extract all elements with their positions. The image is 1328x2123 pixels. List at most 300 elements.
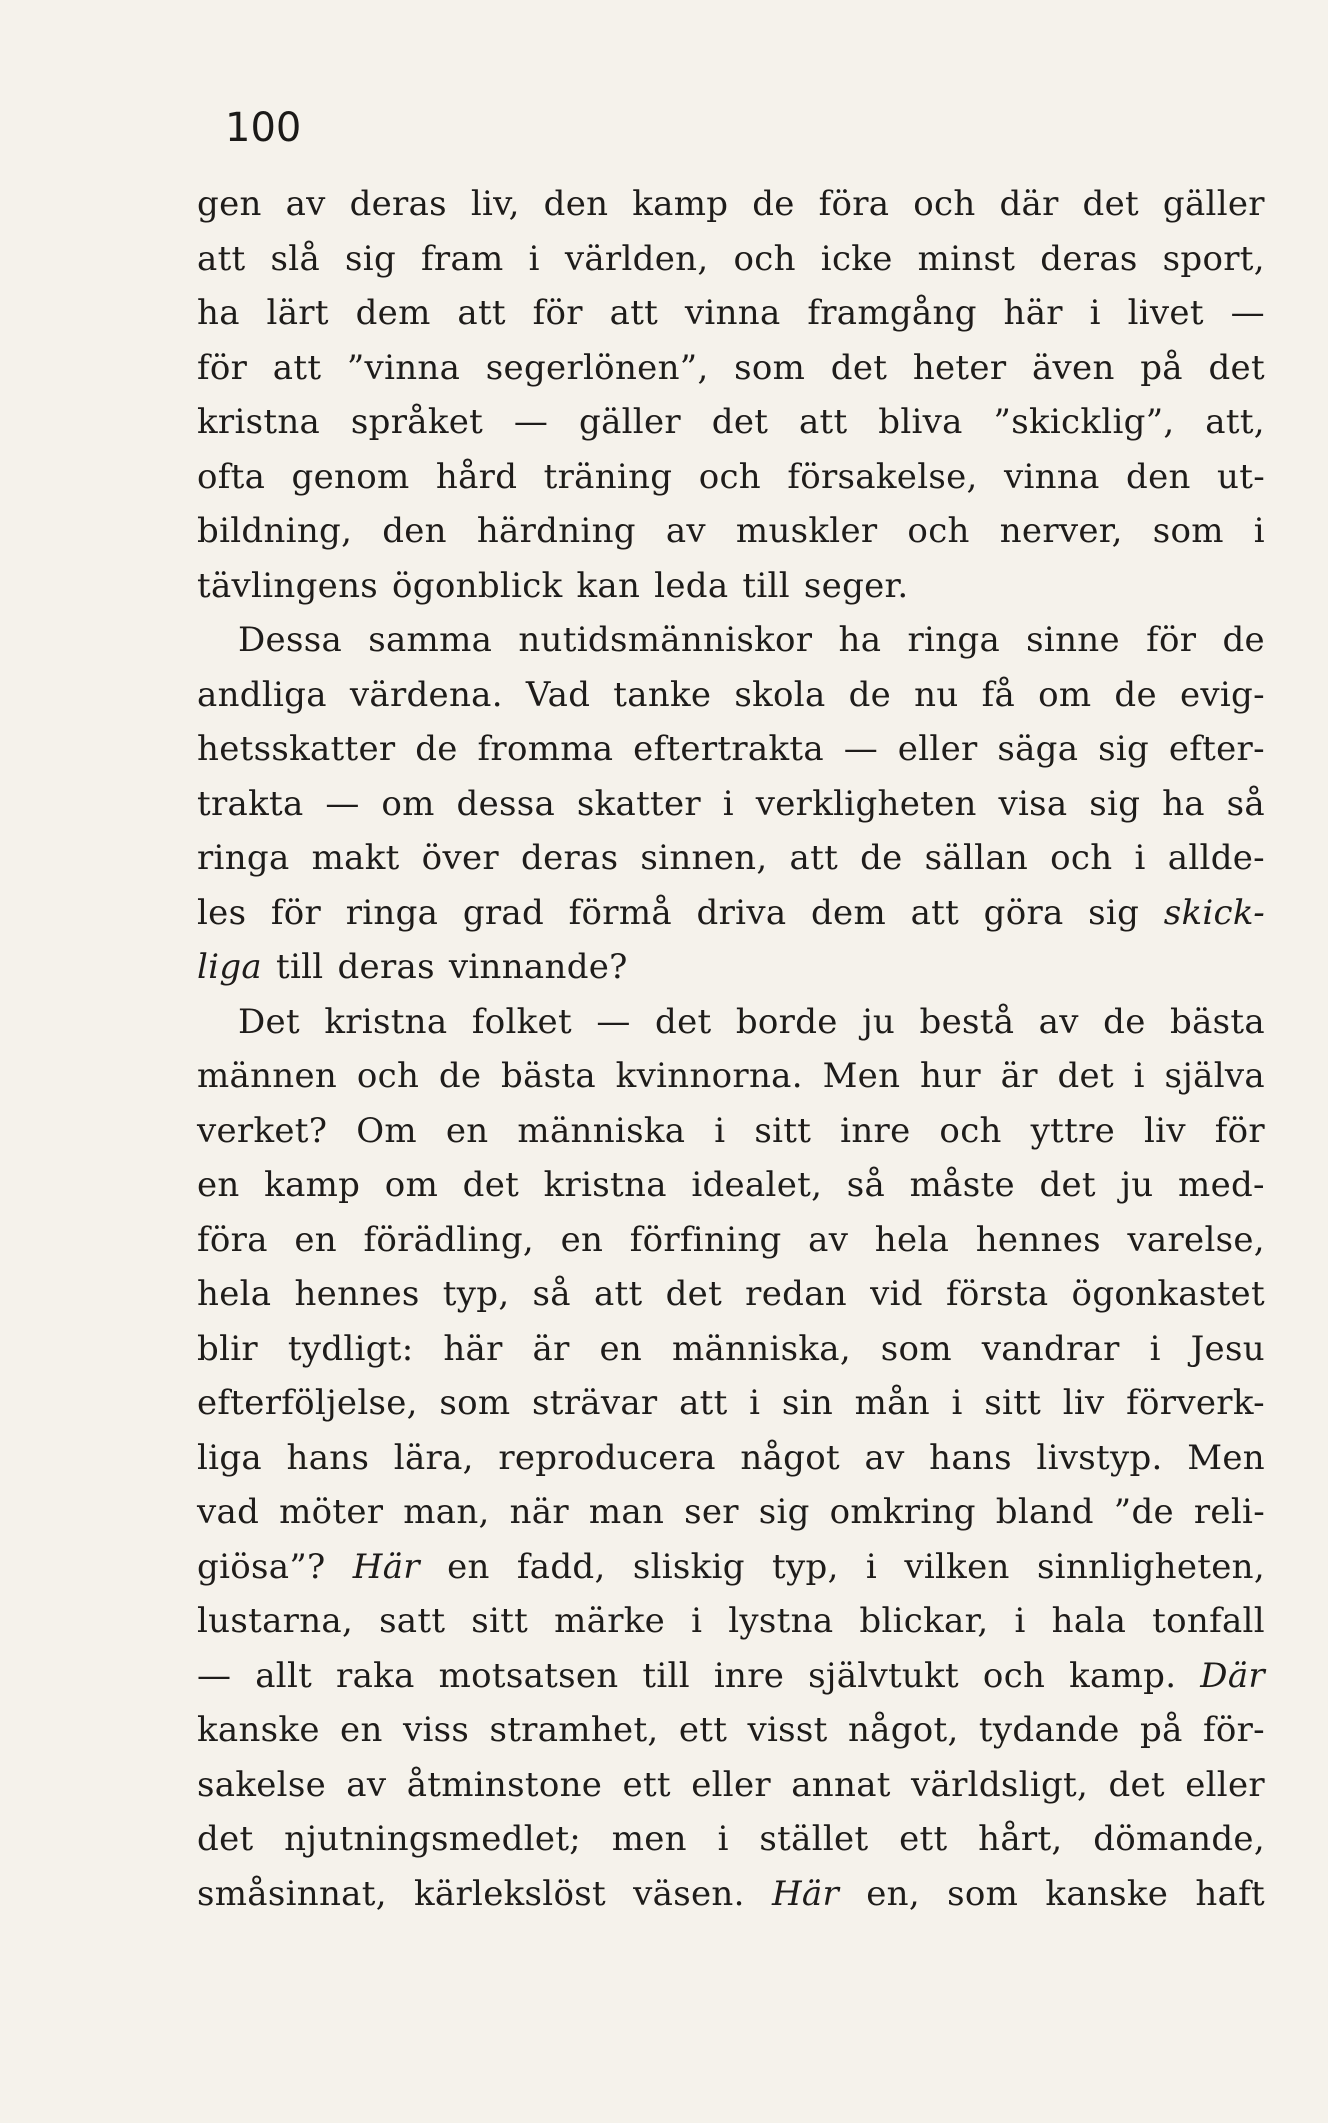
word: det xyxy=(1108,1764,1165,1805)
word: hala xyxy=(1051,1601,1127,1641)
word: här xyxy=(443,1328,503,1369)
word: liga xyxy=(197,947,262,987)
word: deras xyxy=(1040,238,1138,279)
word: hennes xyxy=(975,1219,1101,1260)
word: typ, xyxy=(772,1546,839,1587)
word: sinnligheten, xyxy=(1036,1546,1265,1587)
word: minst xyxy=(917,238,1016,279)
word: Men xyxy=(822,1056,901,1096)
word: omkring xyxy=(829,1492,976,1532)
word: det xyxy=(655,1001,712,1042)
text-line xyxy=(197,1376,1265,1431)
word: deras xyxy=(337,947,435,987)
word: dem xyxy=(810,892,886,933)
word: vad xyxy=(197,1492,260,1532)
word: måste xyxy=(909,1165,1015,1205)
word: förädling, xyxy=(363,1219,535,1260)
word: det xyxy=(1208,347,1265,388)
word: bästa xyxy=(1170,1001,1265,1042)
word: i xyxy=(528,238,540,279)
text-line xyxy=(197,886,1265,941)
word: föra xyxy=(197,1219,268,1260)
word: de xyxy=(415,729,458,769)
word: kanske xyxy=(197,1710,320,1750)
word: om xyxy=(1038,674,1092,715)
word: för xyxy=(532,293,583,333)
word: men xyxy=(611,1819,687,1859)
word: i xyxy=(722,783,734,824)
word: en xyxy=(445,1110,489,1151)
word: mån xyxy=(854,1383,930,1423)
word: hetsskatter xyxy=(197,729,396,769)
word: de xyxy=(848,674,892,715)
word: gen xyxy=(197,184,262,224)
word: förmå xyxy=(568,892,672,933)
word: evig- xyxy=(1179,674,1265,715)
word: ett xyxy=(622,1764,671,1805)
word: småsinnat, xyxy=(197,1873,387,1914)
word: i xyxy=(1133,1056,1145,1096)
word: härdning xyxy=(476,511,636,551)
word: blickar, xyxy=(859,1601,989,1641)
word: säga xyxy=(997,729,1079,769)
text-line xyxy=(197,1158,1265,1213)
word: i xyxy=(714,1110,726,1151)
word: som xyxy=(734,347,806,388)
word: de xyxy=(1103,1001,1146,1042)
word: själva xyxy=(1164,1056,1265,1096)
word: leda xyxy=(654,565,729,606)
word: något, xyxy=(847,1710,959,1750)
word: liv xyxy=(1144,1110,1186,1151)
word: — xyxy=(513,402,549,442)
word: åtminstone xyxy=(406,1764,603,1805)
word: i xyxy=(1149,1328,1161,1369)
word: nerver, xyxy=(999,511,1123,551)
text-line xyxy=(197,1213,1265,1268)
word: livstyp. xyxy=(1036,1437,1163,1478)
word: att xyxy=(798,402,848,442)
word: Här xyxy=(771,1873,840,1914)
word: dem xyxy=(355,293,431,333)
word: gäller xyxy=(579,402,681,442)
text-line xyxy=(197,995,1265,1050)
word: en, xyxy=(866,1873,920,1914)
word: reli- xyxy=(1193,1492,1265,1532)
word: slå xyxy=(270,238,321,279)
word: ser xyxy=(684,1492,739,1532)
word: viss xyxy=(402,1710,470,1750)
word: stramhet, xyxy=(489,1710,659,1750)
text-line xyxy=(197,504,1265,559)
word: — xyxy=(596,1001,631,1042)
word: Men xyxy=(1187,1437,1265,1478)
word: de xyxy=(438,1056,482,1096)
text-line xyxy=(197,831,1265,886)
word: en xyxy=(197,1165,240,1205)
word: folket xyxy=(471,1001,572,1042)
word: världen, xyxy=(564,238,709,279)
word: de xyxy=(1114,674,1157,715)
word: yttre xyxy=(1030,1110,1116,1151)
word: sport, xyxy=(1162,238,1265,279)
word: den xyxy=(1126,456,1191,497)
word: borde xyxy=(735,1001,838,1042)
word: skatter xyxy=(576,783,701,824)
word: liv xyxy=(1062,1383,1105,1423)
word: i xyxy=(1089,293,1101,333)
word: vilken xyxy=(904,1546,1010,1587)
word: människa xyxy=(517,1110,686,1151)
word: något xyxy=(740,1437,840,1478)
word: och xyxy=(1050,838,1113,878)
word: de xyxy=(860,838,903,878)
word: dessa xyxy=(456,783,556,824)
word: fadd, xyxy=(516,1546,606,1587)
word: ögonkastet xyxy=(1071,1274,1265,1314)
word: Vad xyxy=(525,674,591,715)
word: en xyxy=(599,1328,643,1369)
word: hela xyxy=(197,1274,272,1314)
word: det xyxy=(462,1165,520,1205)
word: ett xyxy=(899,1819,948,1859)
word: gäller xyxy=(1162,184,1265,224)
word: och xyxy=(356,1056,420,1096)
word: av xyxy=(864,1437,905,1478)
word: föra xyxy=(818,184,890,224)
word: att xyxy=(272,347,322,388)
text-line xyxy=(197,1867,1265,1922)
word: av xyxy=(808,1219,849,1260)
word: sinne xyxy=(1026,620,1120,660)
word: verkligheten xyxy=(755,783,977,824)
word: på xyxy=(1140,1710,1183,1750)
word: om xyxy=(381,783,435,824)
word: ut- xyxy=(1217,456,1265,497)
text-line xyxy=(197,1649,1265,1704)
word: lystna xyxy=(728,1601,834,1641)
word: redan xyxy=(745,1274,847,1314)
word: av xyxy=(1038,1001,1079,1042)
word: att, xyxy=(1205,402,1265,442)
word: ju xyxy=(862,1001,896,1042)
text-line xyxy=(197,777,1265,832)
word: över xyxy=(421,838,499,878)
word: eller xyxy=(897,729,978,769)
word: vinnande? xyxy=(448,947,628,987)
word: Här xyxy=(352,1546,420,1587)
word: ett xyxy=(678,1710,728,1750)
word: kristna xyxy=(543,1165,667,1205)
text-line xyxy=(197,1594,1265,1649)
word: sällan xyxy=(924,838,1029,878)
word: andliga xyxy=(197,674,327,715)
word: värdena. xyxy=(349,674,503,715)
word: för- xyxy=(1202,1710,1265,1750)
word: deras xyxy=(349,184,447,224)
word: seger. xyxy=(803,565,909,606)
word: och xyxy=(733,238,796,279)
word: nutidsmänniskor xyxy=(518,620,813,660)
word: för xyxy=(1214,1110,1265,1151)
word: fromma xyxy=(477,729,614,769)
word: ha xyxy=(197,293,240,333)
word: visa xyxy=(998,783,1068,824)
word: det xyxy=(665,1274,723,1314)
text-line xyxy=(197,341,1265,396)
word: Där xyxy=(1200,1655,1265,1696)
word: les xyxy=(197,892,247,933)
word: man, xyxy=(403,1492,490,1532)
word: märke xyxy=(554,1601,666,1641)
word: av xyxy=(285,184,326,224)
word: det xyxy=(711,402,769,442)
word: makt xyxy=(311,838,400,878)
word: stället xyxy=(759,1819,869,1859)
word: satt xyxy=(379,1601,446,1641)
word: för xyxy=(197,347,248,388)
word: raka xyxy=(336,1655,415,1696)
word: ”vinna xyxy=(346,347,461,388)
word: kamp xyxy=(264,1165,361,1205)
word: är xyxy=(1000,1056,1038,1096)
word: kärlekslöst xyxy=(414,1873,606,1914)
word: även xyxy=(1031,347,1115,388)
word: eftertrakta xyxy=(633,729,824,769)
text-line xyxy=(197,286,1265,341)
word: och xyxy=(939,1110,1002,1151)
word: i xyxy=(1253,511,1265,551)
word: den xyxy=(543,184,609,224)
body-text xyxy=(197,177,1265,1921)
word: förfining xyxy=(629,1219,782,1260)
word: tanke xyxy=(613,674,712,715)
word: — xyxy=(197,1655,232,1696)
word: hans xyxy=(929,1437,1012,1478)
word: för xyxy=(1146,620,1197,660)
word: typ, xyxy=(442,1274,510,1314)
word: haft xyxy=(1195,1873,1265,1914)
word: ringa xyxy=(345,892,439,933)
word: att xyxy=(197,238,246,279)
word: en xyxy=(447,1546,490,1587)
word: i xyxy=(691,1601,703,1641)
word: och xyxy=(982,1655,1046,1696)
word: av xyxy=(346,1764,387,1805)
word: genom xyxy=(291,456,410,497)
word: inre xyxy=(713,1655,785,1696)
word: självtukt xyxy=(808,1655,959,1696)
word: kvinnorna. xyxy=(615,1056,803,1096)
word: driva xyxy=(696,892,787,933)
word: ringa xyxy=(197,838,290,878)
text-line xyxy=(197,1540,1265,1595)
word: möter xyxy=(279,1492,384,1532)
word: sitt xyxy=(471,1601,529,1641)
word: reproducera xyxy=(498,1437,716,1478)
word: efterföljelse, xyxy=(197,1383,418,1423)
word: sitt xyxy=(754,1110,812,1151)
word: att xyxy=(789,838,839,878)
word: med- xyxy=(1178,1165,1265,1205)
word: ha xyxy=(1162,783,1205,824)
word: sig xyxy=(1098,729,1150,769)
word: väsen. xyxy=(633,1873,745,1914)
word: när xyxy=(509,1492,569,1532)
word: bildning, xyxy=(197,511,353,551)
word: allde- xyxy=(1167,838,1265,878)
word: en xyxy=(294,1219,337,1260)
word: — xyxy=(1230,293,1265,333)
word: som xyxy=(947,1873,1019,1914)
word: framgång xyxy=(807,293,977,333)
word: som xyxy=(439,1383,511,1423)
word: annat xyxy=(791,1764,891,1805)
word: männen xyxy=(197,1056,338,1096)
word: försakelse, xyxy=(787,456,978,497)
word: vandrar xyxy=(981,1328,1120,1369)
word: kanske xyxy=(1045,1873,1169,1914)
word: här xyxy=(1003,293,1063,333)
word: till xyxy=(275,947,324,987)
word: förverk- xyxy=(1126,1383,1265,1423)
word: hårt, xyxy=(978,1819,1063,1859)
word: sakelse xyxy=(197,1764,326,1805)
word: livet xyxy=(1127,293,1204,333)
word: tydligt: xyxy=(287,1328,414,1369)
word: till xyxy=(742,565,790,606)
word: eller xyxy=(1185,1764,1265,1805)
word: för xyxy=(270,892,322,933)
word: hela xyxy=(874,1219,950,1260)
word: kristna xyxy=(324,1001,448,1042)
word: Jesu xyxy=(1190,1328,1265,1369)
word: träning xyxy=(543,456,673,497)
word: om xyxy=(384,1165,439,1205)
word: i xyxy=(865,1546,878,1587)
word: vid xyxy=(870,1274,923,1314)
text-line xyxy=(197,559,1265,614)
word: deras xyxy=(521,838,619,878)
word: sinnen, xyxy=(640,838,768,878)
word: ha xyxy=(838,620,882,660)
word: av xyxy=(665,511,706,551)
word: och xyxy=(907,511,970,551)
word: människa, xyxy=(671,1328,851,1369)
word: hennes xyxy=(294,1274,420,1314)
word: som xyxy=(1152,511,1224,551)
word: bästa xyxy=(501,1056,596,1096)
word: att xyxy=(609,293,659,333)
word: vinna xyxy=(684,293,781,333)
word: så xyxy=(846,1165,886,1205)
text-line xyxy=(197,613,1265,668)
word: sig xyxy=(1088,892,1140,933)
word: det xyxy=(830,347,888,388)
word: en xyxy=(340,1710,383,1750)
word: liga xyxy=(197,1437,262,1478)
page-number: 100 xyxy=(225,105,302,151)
word: sig xyxy=(1089,783,1141,824)
word: de xyxy=(752,184,795,224)
word: och xyxy=(913,184,976,224)
word: muskler xyxy=(735,511,878,551)
word: bestå xyxy=(919,1001,1015,1042)
word: kan xyxy=(576,565,641,606)
text-line xyxy=(197,1758,1265,1813)
word: kristna xyxy=(197,402,321,442)
word: verket? xyxy=(197,1110,328,1151)
word: den xyxy=(382,511,447,551)
word: i xyxy=(717,1819,729,1859)
word: att xyxy=(457,293,506,333)
word: i xyxy=(1134,838,1146,878)
word: blir xyxy=(197,1328,258,1369)
word: det xyxy=(197,1819,254,1859)
word: samma xyxy=(368,620,493,660)
word: dömande, xyxy=(1093,1819,1265,1859)
word: lära, xyxy=(393,1437,474,1478)
word: segerlönen”, xyxy=(485,347,709,388)
word: giösa”? xyxy=(197,1546,326,1587)
word: allt xyxy=(255,1655,313,1696)
word: så xyxy=(532,1274,571,1314)
word: varelse, xyxy=(1127,1219,1265,1260)
text-line xyxy=(197,1104,1265,1159)
word: få xyxy=(981,674,1016,715)
word: sig xyxy=(345,238,397,279)
word: tonfall xyxy=(1152,1601,1265,1641)
word: att xyxy=(679,1383,728,1423)
word: Det xyxy=(238,1001,300,1042)
word: hans xyxy=(286,1437,370,1478)
word: Dessa xyxy=(238,620,343,660)
text-line xyxy=(197,1431,1265,1486)
word: bliva xyxy=(878,402,963,442)
word: eller xyxy=(691,1764,771,1805)
text-line xyxy=(197,232,1265,287)
word: fram xyxy=(421,238,504,279)
text-line xyxy=(197,395,1265,450)
word: inre xyxy=(840,1110,911,1151)
word: där xyxy=(999,184,1059,224)
text-line xyxy=(197,1703,1265,1758)
word: göra xyxy=(983,892,1064,933)
word: sitt xyxy=(984,1383,1042,1423)
text-line xyxy=(197,177,1265,232)
word: lärt xyxy=(266,293,329,333)
word: första xyxy=(945,1274,1049,1314)
word: strävar xyxy=(532,1383,658,1423)
word: trakta xyxy=(197,783,304,824)
word: — xyxy=(325,783,360,824)
word: till xyxy=(642,1655,690,1696)
word: och xyxy=(698,456,761,497)
word: i xyxy=(749,1383,761,1423)
text-line xyxy=(197,1812,1265,1867)
word: sig xyxy=(758,1492,810,1532)
word: hård xyxy=(435,456,518,497)
word: i xyxy=(1014,1601,1026,1641)
word: kamp xyxy=(632,184,729,224)
word: ögonblick xyxy=(392,565,563,606)
word: njutningsmedlet; xyxy=(284,1819,582,1859)
word: en xyxy=(560,1219,604,1260)
word: är xyxy=(532,1328,570,1369)
word: som xyxy=(880,1328,952,1369)
text-line xyxy=(197,450,1265,505)
word: språket xyxy=(350,402,484,442)
